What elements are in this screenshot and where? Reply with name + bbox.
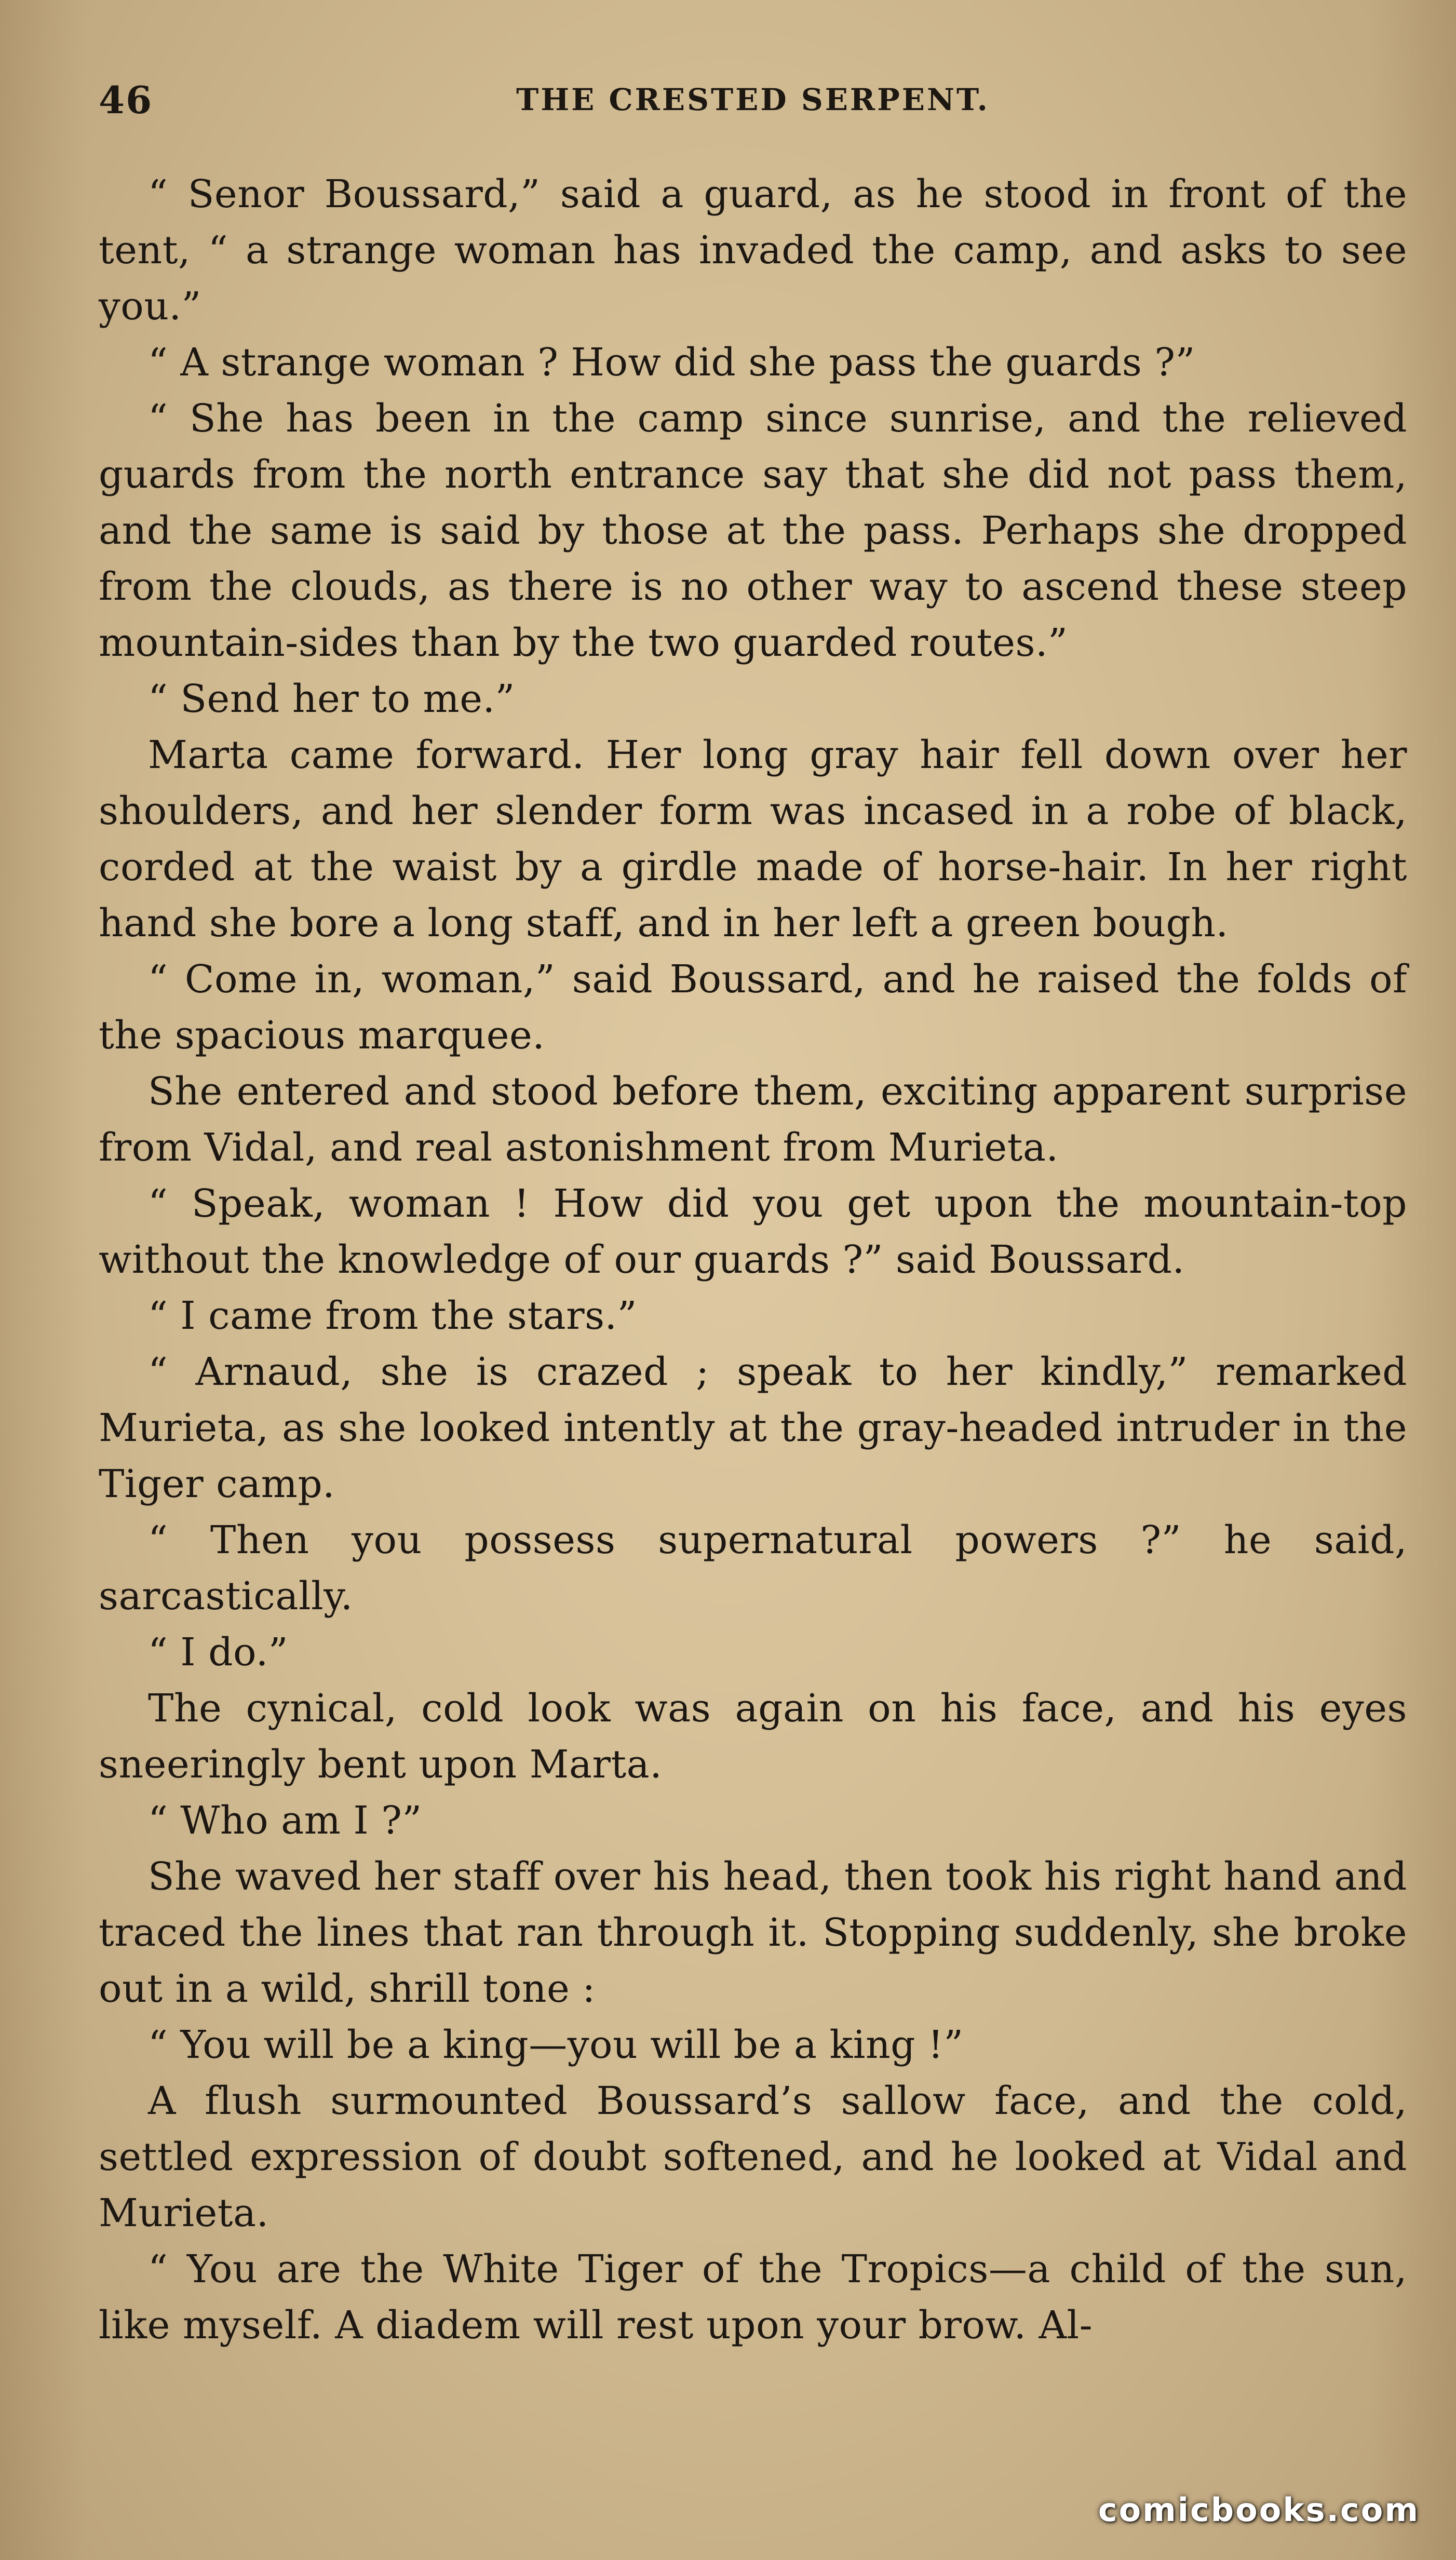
paragraph: The cynical, cold look was again on his face, and his eyes sneeringly bent upon Marta. (99, 1686, 1407, 1787)
page-header (99, 78, 1407, 145)
paragraph: “ I came from the stars.” (148, 1294, 637, 1338)
paragraph: “ You will be a king—you will be a king !” (148, 2023, 964, 2067)
paragraph: “ Senor Boussard,” said a guard, as he stood in front of the tent, “ a strange woman has invaded the camp, and asks to see you.” (99, 172, 1407, 329)
paragraph: “ A strange woman ? How did she pass the guards ?” (148, 340, 1195, 385)
paragraph: “ Speak, woman ! How did you get upon the mountain-top without the knowledge of our guards ?” said Boussard. (99, 1181, 1407, 1282)
page-number: 46 (99, 78, 153, 122)
running-title: THE CRESTED SERPENT. (516, 82, 990, 117)
paragraph: Marta came forward. Her long gray hair fell down over her shoulders, and her slender form was incased in a robe of black, corded at the waist by a girdle made of horse-hair. In her right hand she bore a long staff, and in her left a green bough. (99, 733, 1407, 946)
body-text (99, 166, 1407, 2353)
paragraph: A flush surmounted Boussard’s sallow face, and the cold, settled expression of doubt softened, and he looked at Vidal and Murieta. (99, 2079, 1407, 2235)
paragraph: “ Come in, woman,” said Boussard, and he raised the folds of the spacious marquee. (99, 957, 1407, 1058)
watermark: comicbooks.com (1098, 2491, 1420, 2529)
paragraph: “ Send her to me.” (148, 677, 515, 721)
book-page (99, 78, 1407, 2353)
paragraph: “ I do.” (148, 1630, 289, 1675)
paragraph: She entered and stood before them, exciting apparent surprise from Vidal, and real astonishment from Murieta. (99, 1069, 1407, 1170)
paragraph: “ You are the White Tiger of the Tropics—a child of the sun, like myself. A diadem will rest upon your brow. Al- (99, 2247, 1407, 2348)
paragraph: “ Who am I ?” (148, 1798, 422, 1843)
paragraph: “ Arnaud, she is crazed ; speak to her kindly,” remarked Murieta, as she looked intently at the gray-headed intruder in the Tiger camp. (99, 1350, 1407, 1506)
paragraph: “ Then you possess supernatural powers ?” he said, sarcastically. (99, 1518, 1407, 1619)
paragraph: “ She has been in the camp since sunrise, and the relieved guards from the north entrance say that she did not pass them, and the same is said by those at the pass. Perhaps she dropped from the clouds, as there is no other way to ascend these steep mountain-sides than by the two guarded routes.” (99, 396, 1407, 665)
paragraph: She waved her staff over his head, then took his right hand and traced the lines that ran through it. Stopping suddenly, she broke out in a wild, shrill tone : (99, 1854, 1407, 2011)
